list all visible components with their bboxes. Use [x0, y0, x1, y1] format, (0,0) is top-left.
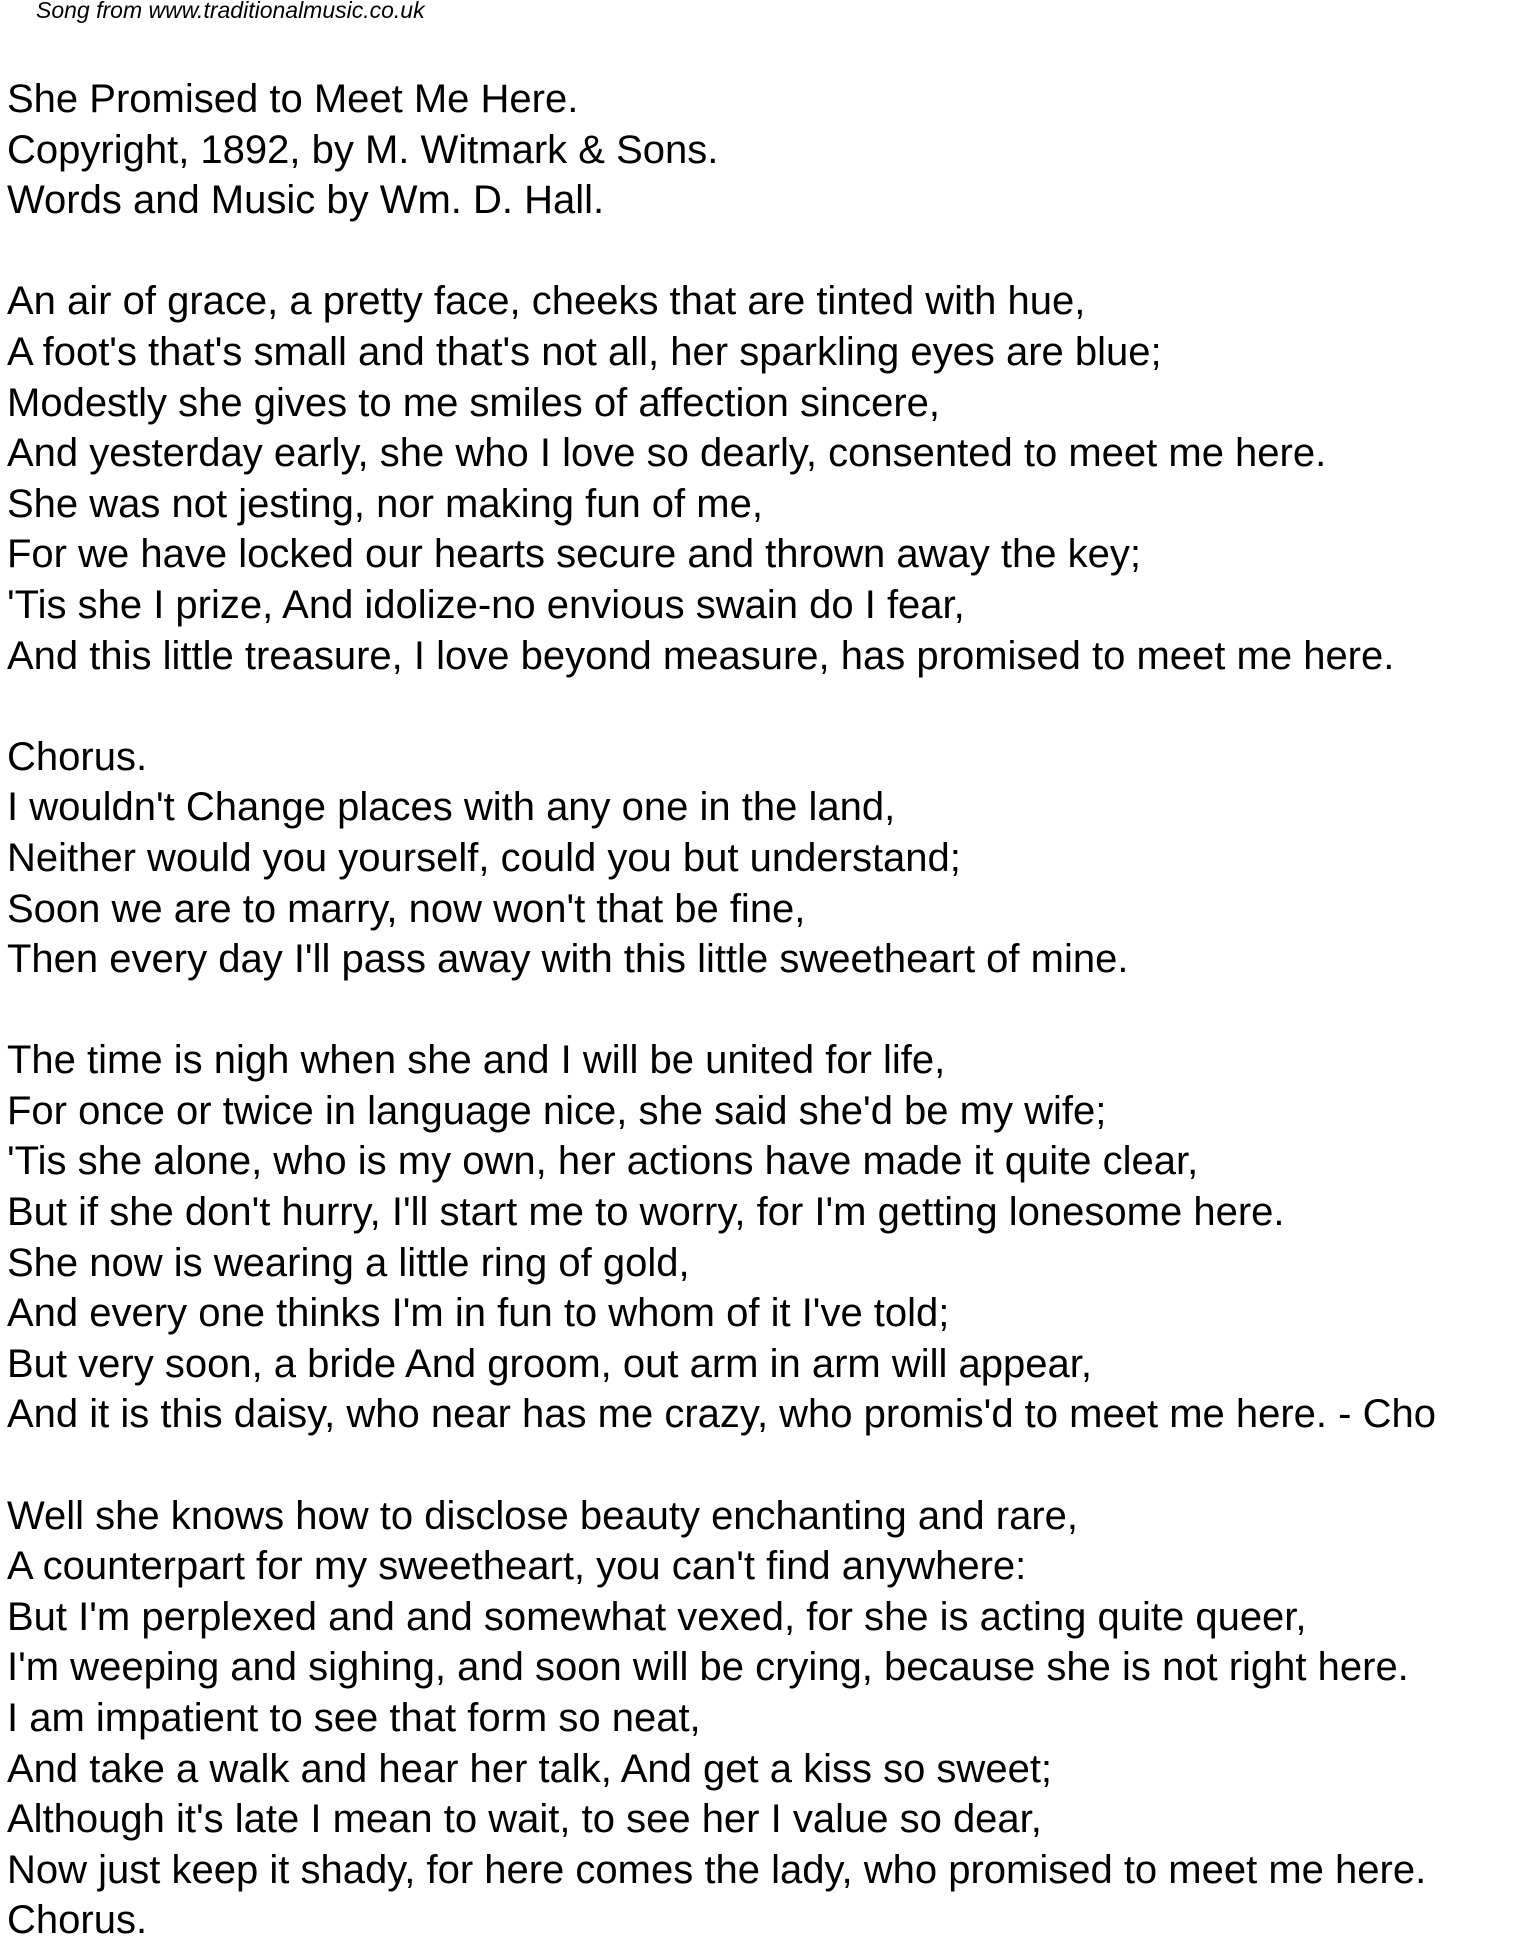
lyric-line: Although it's late I mean to wait, to see her I value so dear, — [7, 1797, 1042, 1842]
lyric-line: She was not jesting, nor making fun of me, — [7, 481, 763, 526]
lyric-line: For we have locked our hearts secure and thrown away the key; — [7, 532, 1141, 577]
lyric-line: And yesterday early, she who I love so dearly, consented to meet me here. — [7, 431, 1327, 476]
lyric-line: But if she don't hurry, I'll start me to worry, for I'm getting lonesome here. — [7, 1190, 1285, 1235]
lyric-line: The time is nigh when she and I will be united for life, — [7, 1038, 946, 1083]
lyric-line: And this little treasure, I love beyond measure, has promised to meet me here. — [7, 633, 1395, 678]
verse-2 — [7, 1035, 1520, 1440]
chorus-heading: Chorus. — [7, 734, 148, 779]
lyric-line: I am impatient to see that form so neat, — [7, 1696, 701, 1740]
lyric-line: 'Tis she alone, who is my own, her actions have made it quite clear, — [7, 1139, 1199, 1184]
lyric-line: But I'm perplexed and and somewhat vexed, for she is acting quite queer, — [7, 1594, 1307, 1639]
lyric-line: Now just keep it shady, for here comes the lady, who promised to meet me here. — [7, 1847, 1427, 1892]
lyric-line: For once or twice in language nice, she said she'd be my wife; — [7, 1088, 1107, 1133]
stanza-gap — [7, 681, 1520, 732]
chorus — [7, 732, 1520, 985]
lyric-line: Neither would you yourself, could you but understand; — [7, 835, 961, 880]
lyric-line: And every one thinks I'm in fun to whom of it I've told; — [7, 1291, 950, 1336]
lyric-line: And take a walk and hear her talk, And get a kiss so sweet; — [7, 1746, 1053, 1791]
lyric-line: Well she knows how to disclose beauty enchanting and rare, — [7, 1493, 1078, 1538]
lyric-line: Then every day I'll pass away with this little sweetheart of mine. — [7, 937, 1129, 982]
credits-line: Words and Music by Wm. D. Hall. — [7, 178, 605, 223]
lyric-line: I wouldn't Change places with any one in the land, — [7, 785, 896, 830]
stanza-gap — [7, 1440, 1520, 1491]
song-lyrics — [7, 74, 1520, 1946]
verse-1 — [7, 276, 1520, 681]
lyric-line: An air of grace, a pretty face, cheeks that are tinted with hue, — [7, 279, 1086, 324]
chorus-heading: Chorus. — [7, 1898, 148, 1943]
lyric-line: A foot's that's small and that's not all, her sparkling eyes are blue; — [7, 329, 1162, 374]
stanza-gap — [7, 985, 1520, 1036]
source-note: Song from www.traditionalmusic.co.uk — [36, 0, 425, 23]
lyric-line: Soon we are to marry, now won't that be fine, — [7, 886, 806, 931]
song-title: She Promised to Meet Me Here. — [7, 77, 579, 121]
lyric-line: 'Tis she I prize, And idolize-no envious swain do I fear, — [7, 582, 965, 627]
song-header — [7, 74, 1520, 226]
lyric-line: Modestly she gives to me smiles of affection sincere, — [7, 380, 941, 425]
lyric-line: A counterpart for my sweetheart, you can't find anywhere: — [7, 1544, 1027, 1589]
lyric-line: But very soon, a bride And groom, out arm in arm will appear, — [7, 1341, 1092, 1386]
lyric-line: I'm weeping and sighing, and soon will be crying, because she is not right here. — [7, 1645, 1409, 1690]
lyric-line: She now is wearing a little ring of gold, — [7, 1240, 690, 1285]
copyright-line: Copyright, 1892, by M. Witmark & Sons. — [7, 127, 719, 172]
verse-3 — [7, 1491, 1520, 1946]
lyric-line: And it is this daisy, who near has me crazy, who promis'd to meet me here. - Cho — [7, 1392, 1436, 1437]
stanza-gap — [7, 226, 1520, 277]
